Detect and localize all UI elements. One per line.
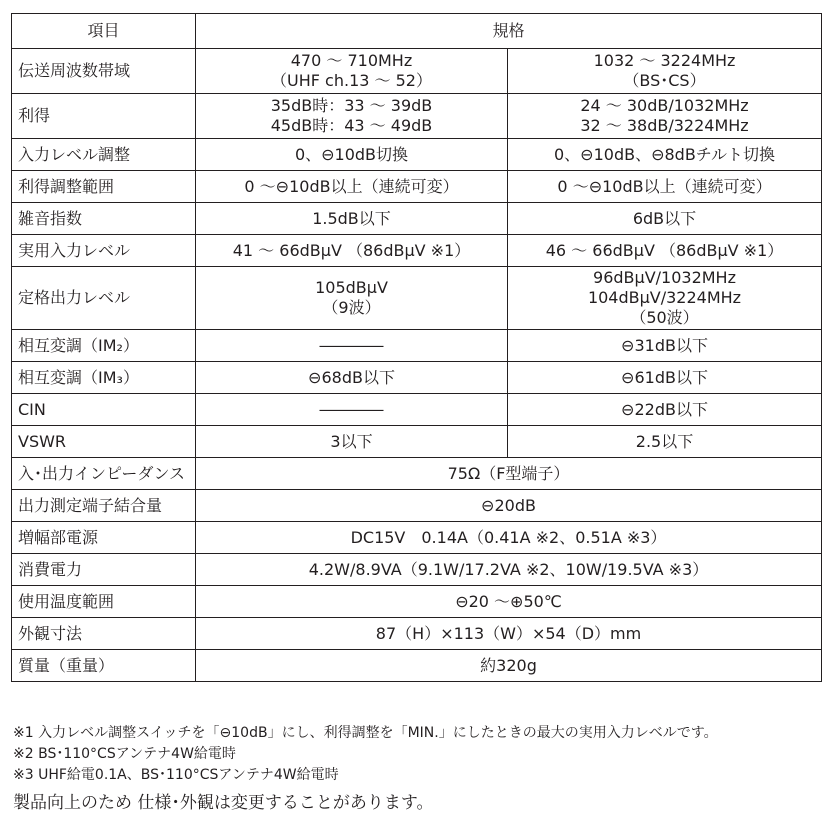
row-label: VSWR [12, 426, 196, 458]
row-label: 質量（重量） [12, 650, 196, 682]
table-row [12, 330, 822, 362]
table-row [12, 139, 822, 171]
value-line: 24 ～ 30dB/1032MHz [580, 96, 749, 115]
table-row [12, 49, 822, 94]
footnote: ※2 BS･110°CSアンテナ4W給電時 [13, 746, 236, 762]
table-row [12, 94, 822, 139]
value-line: （50波） [630, 308, 699, 327]
row-label: 雑音指数 [12, 203, 196, 235]
row-value: DC15V 0.14A（0.41A ※2、0.51A ※3） [196, 522, 822, 554]
header-item: 項目 [12, 14, 196, 49]
table-row [12, 235, 822, 267]
value-line: 3以下 [330, 431, 373, 451]
value-line: 35dB時：33 ～ 39dB [270, 96, 433, 115]
table-row [12, 203, 822, 235]
uhf-value [196, 330, 508, 362]
value-line: 105dBμV [315, 278, 388, 297]
value-line: ⊖68dB以下 [308, 367, 395, 387]
uhf-value [196, 94, 508, 139]
spec-table-body [12, 14, 822, 682]
bs-cs-value [508, 203, 822, 235]
uhf-value [196, 171, 508, 203]
spec-table [11, 13, 822, 682]
uhf-value [196, 49, 508, 94]
value-line: 0 ～⊖10dB以上（連続可変） [557, 176, 772, 196]
value-line: （9波） [322, 298, 381, 317]
value-line: 46 ～ 66dBμV （86dBμV ※1） [545, 240, 784, 260]
table-row [12, 458, 822, 490]
disclaimer: 製品向上のため 仕様･外観は変更することがあります。 [13, 793, 434, 813]
table-row [12, 490, 822, 522]
value-line: ―――― [319, 399, 384, 419]
value-line: 470 ～ 710MHz [290, 51, 413, 70]
value-line: ⊖31dB以下 [621, 335, 708, 355]
uhf-value [196, 394, 508, 426]
row-value: 87（H）×113（W）×54（D）mm [196, 618, 822, 650]
row-value: 約320g [196, 650, 822, 682]
table-row [12, 426, 822, 458]
value-line: 0、⊖10dB切換 [294, 144, 409, 164]
table-row [12, 171, 822, 203]
row-value: 75Ω（F型端子） [196, 458, 822, 490]
row-value: 4.2W/8.9VA（9.1W/17.2VA ※2、10W/19.5VA ※3） [196, 554, 822, 586]
bs-cs-value [508, 235, 822, 267]
value-line: 1032 ～ 3224MHz [593, 51, 736, 70]
table-row [12, 586, 822, 618]
row-label: 出力測定端子結合量 [12, 490, 196, 522]
uhf-value [196, 362, 508, 394]
row-label: CIN [12, 394, 196, 426]
table-row [12, 618, 822, 650]
value-line: （UHF ch.13 ～ 52） [271, 71, 432, 90]
table-row [12, 267, 822, 330]
bs-cs-value [508, 267, 822, 330]
value-line: （BS･CS） [623, 71, 706, 90]
table-header-row [12, 14, 822, 49]
value-line: 1.5dB以下 [312, 208, 391, 228]
value-line: 2.5以下 [635, 431, 694, 451]
value-line: ⊖61dB以下 [621, 367, 708, 387]
row-label: 利得調整範囲 [12, 171, 196, 203]
value-line: 32 ～ 38dB/3224MHz [580, 116, 749, 135]
row-label: 入力レベル調整 [12, 139, 196, 171]
bs-cs-value [508, 49, 822, 94]
table-row [12, 522, 822, 554]
bs-cs-value [508, 330, 822, 362]
value-line: 104dBμV/3224MHz [587, 288, 742, 307]
uhf-value [196, 139, 508, 171]
value-line: 96dBμV/1032MHz [593, 268, 736, 287]
uhf-value [196, 235, 508, 267]
value-line: ⊖22dB以下 [621, 399, 708, 419]
value-line: 6dB以下 [632, 208, 697, 228]
footnote: ※1 入力レベル調整スイッチを「⊖10dB」にし、利得調整を「MIN.」にしたときの最大の実用入力レベルです。 [13, 725, 718, 741]
row-label: 増幅部電源 [12, 522, 196, 554]
table-row [12, 554, 822, 586]
table-row [12, 362, 822, 394]
value-line: ―――― [319, 335, 384, 355]
uhf-value [196, 203, 508, 235]
row-value: ⊖20dB [196, 490, 822, 522]
row-label: 相互変調（IM₃） [12, 362, 196, 394]
table-row [12, 650, 822, 682]
value-line: 0、⊖10dB、⊖8dBチルト切換 [554, 144, 775, 164]
row-label: 消費電力 [12, 554, 196, 586]
value-line: 41 ～ 66dBμV （86dBμV ※1） [232, 240, 471, 260]
bs-cs-value [508, 139, 822, 171]
footnote: ※3 UHF給電0.1A、BS･110°CSアンテナ4W給電時 [13, 767, 339, 783]
row-label: 相互変調（IM₂） [12, 330, 196, 362]
bs-cs-value [508, 426, 822, 458]
row-label: 実用入力レベル [12, 235, 196, 267]
uhf-value [196, 426, 508, 458]
bs-cs-value [508, 362, 822, 394]
row-label: 定格出力レベル [12, 267, 196, 330]
bs-cs-value [508, 94, 822, 139]
value-line: 0 ～⊖10dB以上（連続可変） [244, 176, 459, 196]
value-line: 45dB時：43 ～ 49dB [270, 116, 433, 135]
row-label: 利得 [12, 94, 196, 139]
uhf-value [196, 267, 508, 330]
row-value: ⊖20 ～⊕50℃ [196, 586, 822, 618]
row-label: 外観寸法 [12, 618, 196, 650]
row-label: 伝送周波数帯域 [12, 49, 196, 94]
row-label: 使用温度範囲 [12, 586, 196, 618]
footnotes [13, 723, 823, 786]
row-label: 入･出力インピーダンス [12, 458, 196, 490]
table-row [12, 394, 822, 426]
bs-cs-value [508, 171, 822, 203]
header-spec: 規格 [196, 14, 822, 49]
bs-cs-value [508, 394, 822, 426]
